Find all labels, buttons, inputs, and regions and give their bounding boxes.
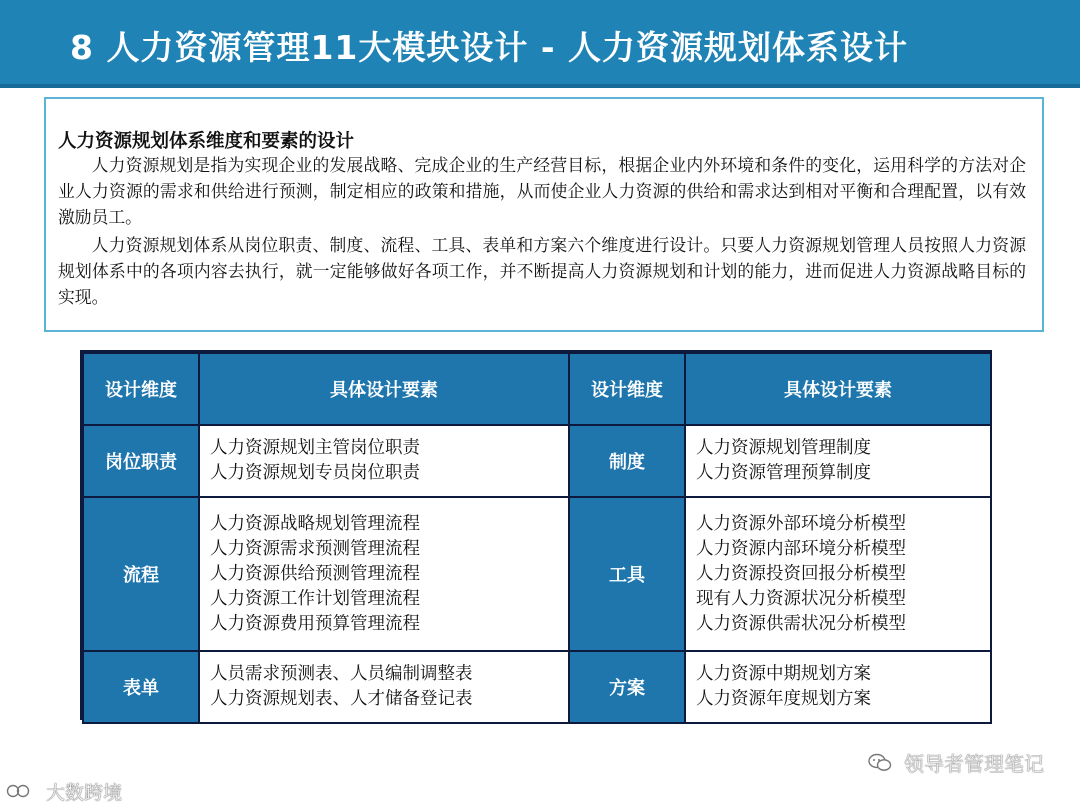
table-row	[83, 651, 991, 723]
title-bar	[0, 0, 1080, 88]
intro-box	[44, 97, 1044, 332]
dimension-cell: 岗位职责	[83, 425, 199, 497]
table-row	[83, 425, 991, 497]
elements-cell	[199, 651, 569, 723]
element-item: 人力资源供给预测管理流程	[210, 563, 420, 584]
dimension-cell: 制度	[569, 425, 685, 497]
watermark-left	[6, 778, 122, 805]
watermark-right	[868, 748, 1044, 778]
element-item: 人力资源外部环境分析模型	[696, 513, 906, 534]
element-item: 人力资源需求预测管理流程	[210, 538, 420, 559]
dimension-cell: 方案	[569, 651, 685, 723]
dimension-cell: 工具	[569, 497, 685, 651]
elements-cell	[685, 497, 991, 651]
intro-paragraph-1: 人力资源规划是指为实现企业的发展战略、完成企业的生产经营目标，根据企业内外环境和条件的变化，运用科学的方法对企业人力资源的需求和供给进行预测，制定相应的政策和措施，从而使企业人力资源的供给和需求达到相对平衡和合理配置，以有效激励员工。	[58, 155, 1026, 227]
element-item: 人力资源规划专员岗位职责	[210, 463, 420, 483]
element-item: 现有人力资源状况分析模型	[696, 588, 906, 609]
dimension-cell: 流程	[83, 497, 199, 651]
element-item: 人力资源规划表、人才储备登记表	[210, 689, 473, 709]
element-item: 人力资源管理预算制度	[696, 463, 871, 483]
slide-title: 8 人力资源管理11大模块设计 - 人力资源规划体系设计	[70, 28, 909, 67]
elements-cell	[199, 425, 569, 497]
element-item: 人员需求预测表、人员编制调整表	[210, 664, 473, 684]
element-item: 人力资源供需状况分析模型	[696, 613, 906, 634]
elements-cell	[199, 497, 569, 651]
design-elements-table	[80, 350, 992, 720]
table-header-row	[83, 353, 991, 425]
element-item: 人力资源工作计划管理流程	[210, 588, 420, 609]
watermark-right-text: 领导者管理笔记	[904, 752, 1044, 776]
header-elements-right: 具体设计要素	[685, 353, 991, 425]
dimension-cell: 表单	[83, 651, 199, 723]
watermark-left-text: 大数跨境	[46, 782, 123, 804]
header-dimension-left: 设计维度	[83, 353, 199, 425]
intro-heading: 人力资源规划体系维度和要素的设计	[58, 131, 355, 152]
wechat-icon	[868, 753, 892, 778]
table-row	[83, 497, 991, 651]
element-item: 人力资源年度规划方案	[696, 689, 871, 709]
element-item: 人力资源规划主管岗位职责	[210, 438, 420, 458]
element-item: 人力资源规划管理制度	[696, 438, 871, 458]
intro-paragraph-2: 人力资源规划体系从岗位职责、制度、流程、工具、表单和方案六个维度进行设计。只要人力资源规划管理人员按照人力资源规划体系中的各项内容去执行，就一定能够做好各项工作，并不断提高人力资源规划和计划的能力，进而促进人力资源战略目标的实现。	[58, 235, 1026, 307]
elements-cell	[685, 425, 991, 497]
brand-logo-icon	[6, 782, 34, 805]
elements-cell	[685, 651, 991, 723]
element-item: 人力资源中期规划方案	[696, 664, 871, 684]
header-elements-left: 具体设计要素	[199, 353, 569, 425]
element-item: 人力资源内部环境分析模型	[696, 538, 906, 559]
element-item: 人力资源费用预算管理流程	[210, 613, 420, 634]
element-item: 人力资源投资回报分析模型	[696, 563, 906, 584]
header-dimension-right: 设计维度	[569, 353, 685, 425]
element-item: 人力资源战略规划管理流程	[210, 513, 420, 534]
